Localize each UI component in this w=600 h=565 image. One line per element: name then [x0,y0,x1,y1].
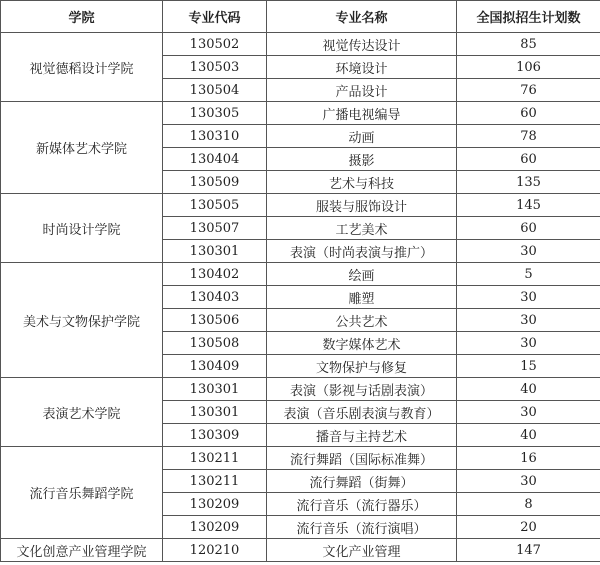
enrollment-count-cell: 15 [457,355,600,378]
enrollment-count-cell: 85 [457,33,600,56]
major-code-cell: 130301 [163,378,267,401]
major-name-cell: 表演（时尚表演与推广） [267,240,457,263]
major-code-cell: 130502 [163,33,267,56]
major-code-cell: 130301 [163,401,267,424]
major-code-cell: 130301 [163,240,267,263]
major-code-cell: 130402 [163,263,267,286]
enrollment-count-cell: 78 [457,125,600,148]
major-code-cell: 130309 [163,424,267,447]
enrollment-count-cell: 135 [457,171,600,194]
enrollment-count-cell: 16 [457,447,600,470]
enrollment-count-cell: 30 [457,470,600,493]
major-code-cell: 130506 [163,309,267,332]
major-name-cell: 视觉传达设计 [267,33,457,56]
table-row [1,539,600,562]
enrollment-count-cell: 30 [457,401,600,424]
college-cell: 时尚设计学院 [1,194,163,263]
table-row [1,33,600,56]
major-name-cell: 播音与主持艺术 [267,424,457,447]
enrollment-count-cell: 30 [457,332,600,355]
college-cell: 美术与文物保护学院 [1,263,163,378]
enrollment-count-cell: 40 [457,424,600,447]
major-name-cell: 广播电视编导 [267,102,457,125]
major-name-cell: 雕塑 [267,286,457,309]
enrollment-count-cell: 145 [457,194,600,217]
table-row [1,263,600,286]
enrollment-count-cell: 30 [457,309,600,332]
enrollment-count-cell: 20 [457,516,600,539]
major-name-cell: 文化产业管理 [267,539,457,562]
table-row [1,102,600,125]
enrollment-count-cell: 106 [457,56,600,79]
major-name-cell: 摄影 [267,148,457,171]
enrollment-count-cell: 40 [457,378,600,401]
major-code-cell: 130404 [163,148,267,171]
major-name-cell: 动画 [267,125,457,148]
major-name-cell: 工艺美术 [267,217,457,240]
header-major-code: 专业代码 [163,1,267,33]
major-code-cell: 130209 [163,493,267,516]
major-code-cell: 130305 [163,102,267,125]
major-code-cell: 120210 [163,539,267,562]
major-code-cell: 130504 [163,79,267,102]
college-cell: 视觉德稻设计学院 [1,33,163,102]
major-code-cell: 130211 [163,470,267,493]
major-code-cell: 130409 [163,355,267,378]
major-code-cell: 130211 [163,447,267,470]
major-name-cell: 流行音乐（流行器乐） [267,493,457,516]
table-body [1,33,600,562]
major-name-cell: 流行音乐（流行演唱） [267,516,457,539]
major-name-cell: 公共艺术 [267,309,457,332]
college-cell: 表演艺术学院 [1,378,163,447]
table-row [1,447,600,470]
header-row [1,1,600,33]
major-name-cell: 流行舞蹈（街舞） [267,470,457,493]
major-name-cell: 绘画 [267,263,457,286]
enrollment-count-cell: 30 [457,286,600,309]
major-name-cell: 表演（影视与话剧表演） [267,378,457,401]
major-code-cell: 130503 [163,56,267,79]
enrollment-count-cell: 30 [457,240,600,263]
major-name-cell: 服装与服饰设计 [267,194,457,217]
major-code-cell: 130209 [163,516,267,539]
header-enrollment-count: 全国拟招生计划数 [457,1,600,33]
table-row [1,378,600,401]
enrollment-count-cell: 5 [457,263,600,286]
header-college: 学院 [1,1,163,33]
major-code-cell: 130508 [163,332,267,355]
major-name-cell: 数字媒体艺术 [267,332,457,355]
enrollment-count-cell: 60 [457,102,600,125]
enrollment-count-cell: 60 [457,217,600,240]
major-code-cell: 130507 [163,217,267,240]
major-name-cell: 艺术与科技 [267,171,457,194]
enrollment-count-cell: 76 [457,79,600,102]
major-name-cell: 表演（音乐剧表演与教育） [267,401,457,424]
major-code-cell: 130403 [163,286,267,309]
major-name-cell: 文物保护与修复 [267,355,457,378]
enrollment-count-cell: 8 [457,493,600,516]
major-code-cell: 130505 [163,194,267,217]
major-name-cell: 流行舞蹈（国际标准舞） [267,447,457,470]
header-major-name: 专业名称 [267,1,457,33]
major-name-cell: 产品设计 [267,79,457,102]
major-name-cell: 环境设计 [267,56,457,79]
college-cell: 新媒体艺术学院 [1,102,163,194]
college-cell: 流行音乐舞蹈学院 [1,447,163,539]
table-row [1,194,600,217]
enrollment-count-cell: 60 [457,148,600,171]
college-cell: 文化创意产业管理学院 [1,539,163,562]
enrollment-count-cell: 147 [457,539,600,562]
major-code-cell: 130310 [163,125,267,148]
major-code-cell: 130509 [163,171,267,194]
